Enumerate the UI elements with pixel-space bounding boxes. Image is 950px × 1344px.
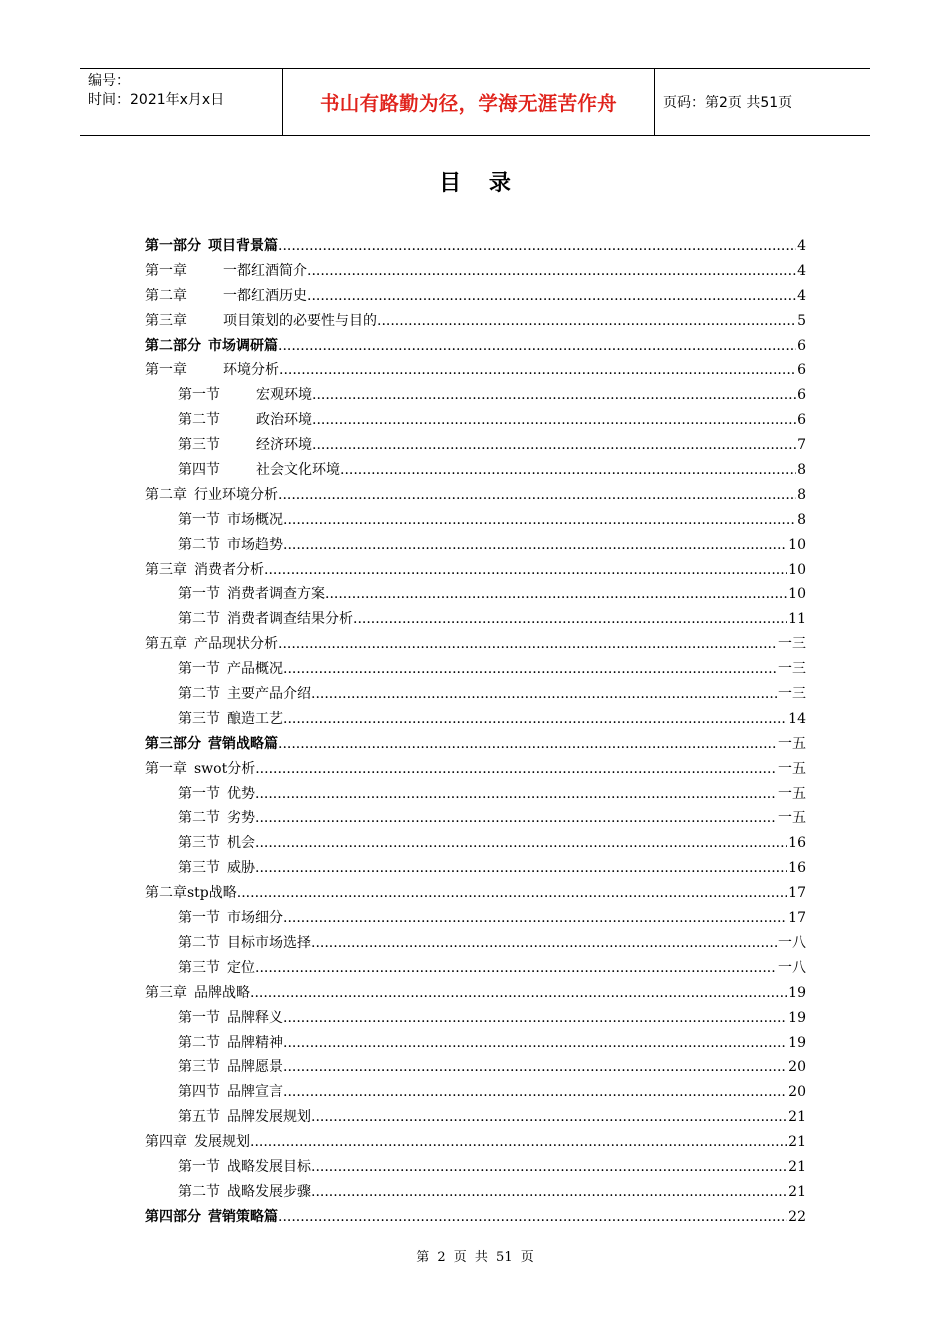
toc-entry[interactable]: [145, 1031, 806, 1056]
toc-leader-dots: [307, 259, 796, 284]
toc-leader-dots: [278, 334, 796, 359]
toc-entry-title: 战略发展目标: [227, 1158, 311, 1175]
header-page-info: 页码：第2页 共51页: [663, 95, 793, 111]
toc-entry-number: 第二章: [145, 885, 187, 902]
toc-entry-number: 第三节: [178, 1059, 220, 1076]
toc-entry-number: 第二节: [178, 686, 220, 703]
toc-entry[interactable]: [145, 309, 806, 334]
toc-leader-dots: [311, 1155, 787, 1180]
toc-entry-page: 10: [788, 586, 806, 603]
toc-entry[interactable]: [145, 956, 806, 981]
toc-leader-dots: [283, 1055, 787, 1080]
toc-entry-number: 第五章: [145, 636, 187, 653]
toc-entry-page: 17: [788, 885, 806, 902]
toc-entry[interactable]: [145, 1205, 806, 1230]
toc-leader-dots: [283, 1006, 787, 1031]
toc-entry-title: 市场概况: [227, 511, 283, 528]
toc-entry-page: 20: [788, 1059, 806, 1076]
toc-entry-page: 一三: [778, 661, 806, 678]
toc-entry-page: 一三: [778, 636, 806, 653]
toc-leader-dots: [278, 632, 777, 657]
toc-entry-number: 第一节: [178, 387, 220, 404]
toc-leader-dots: [283, 1080, 787, 1105]
toc-entry-page: 8: [797, 511, 806, 528]
toc-entry-number: 第一节: [178, 910, 220, 927]
toc-entry[interactable]: [145, 558, 806, 583]
toc-leader-dots: [283, 533, 787, 558]
toc-entry[interactable]: [145, 632, 806, 657]
toc-entry[interactable]: [145, 284, 806, 309]
toc-entry-title: 环境分析: [223, 362, 279, 379]
toc-entry-title: 主要产品介绍: [227, 686, 311, 703]
toc-entry[interactable]: [145, 782, 806, 807]
toc-leader-dots: [278, 1205, 787, 1230]
toc-leader-dots: [312, 408, 796, 433]
toc-entry-title: 战略发展步骤: [227, 1183, 311, 1200]
toc-leader-dots: [255, 806, 777, 831]
toc-title: 目 录: [439, 171, 521, 196]
toc-entry-number: 第四部分: [145, 1208, 201, 1225]
toc-entry[interactable]: [145, 931, 806, 956]
toc-entry-title: 市场趋势: [227, 536, 283, 553]
toc-entry-title: 市场调研篇: [208, 337, 278, 354]
toc-entry-page: 4: [797, 262, 806, 279]
toc-leader-dots: [278, 483, 796, 508]
toc-entry[interactable]: [145, 906, 806, 931]
toc-entry-title: swot分析: [194, 760, 256, 777]
toc-entry-title: 劣势: [227, 810, 255, 827]
toc-leader-dots: [311, 682, 777, 707]
toc-entry-number: 第三节: [178, 959, 220, 976]
toc-entry-number: 第二节: [178, 412, 220, 429]
toc-leader-dots: [325, 582, 787, 607]
toc-leader-dots: [264, 558, 787, 583]
toc-entry-title: 机会: [227, 835, 255, 852]
toc-entry-title: 消费者调查结果分析: [227, 611, 353, 628]
toc-entry[interactable]: [145, 408, 806, 433]
toc-entry-page: 19: [788, 1009, 806, 1026]
toc-entry-page: 一五: [778, 785, 806, 802]
toc-entry-page: 5: [797, 312, 806, 329]
toc-entry[interactable]: [145, 334, 806, 359]
toc-leader-dots: [255, 831, 787, 856]
toc-entry[interactable]: [145, 259, 806, 284]
toc-entry[interactable]: [145, 881, 806, 906]
toc-entry-title: 项目策划的必要性与目的: [223, 312, 377, 329]
toc-entry-number: 第三节: [178, 835, 220, 852]
toc-leader-dots: [255, 956, 777, 981]
header-meta: [80, 69, 282, 135]
toc-entry-title: 定位: [227, 959, 255, 976]
toc-entry-page: 一五: [778, 760, 806, 777]
toc-entry-title: 发展规划: [194, 1134, 250, 1151]
toc-entry-number: 第一节: [178, 511, 220, 528]
toc-leader-dots: [255, 782, 777, 807]
toc-entry[interactable]: [145, 981, 806, 1006]
toc-entry-title: 社会文化环境: [256, 462, 340, 479]
toc-entry[interactable]: [145, 831, 806, 856]
toc-entry-number: 第五节: [178, 1109, 220, 1126]
toc-entry-number: 第一节: [178, 1009, 220, 1026]
toc-entry[interactable]: [145, 1155, 806, 1180]
toc-leader-dots: [278, 732, 777, 757]
toc-entry-page: 8: [797, 486, 806, 503]
toc-entry-page: 7: [797, 437, 806, 454]
toc-entry-page: 6: [797, 337, 806, 354]
toc-entry-page: 一三: [778, 686, 806, 703]
toc-entry-page: 19: [788, 1034, 806, 1051]
toc-entry-title: 项目背景篇: [208, 238, 278, 254]
toc-entry-number: 第一节: [178, 785, 220, 802]
toc-entry-title: 品牌宣言: [227, 1084, 283, 1101]
toc-entry-page: 4: [797, 238, 806, 254]
toc-entry-title: 经济环境: [256, 437, 312, 454]
toc-entry-number: 第三节: [178, 710, 220, 727]
toc-entry-page: 6: [797, 362, 806, 379]
toc-entry-number: 第二章: [145, 287, 187, 304]
toc-entry-page: 一八: [778, 959, 806, 976]
toc-entry-page: 21: [788, 1158, 806, 1175]
toc-entry[interactable]: [145, 508, 806, 533]
toc-entry-page: 10: [788, 536, 806, 553]
toc-entry[interactable]: [145, 533, 806, 558]
toc-entry[interactable]: [145, 433, 806, 458]
toc-entry-number: 第三节: [178, 860, 220, 877]
toc-entry[interactable]: [145, 582, 806, 607]
toc-entry[interactable]: [145, 1130, 806, 1155]
toc-entry-page: 17: [788, 910, 806, 927]
toc-leader-dots: [311, 931, 777, 956]
toc-entry[interactable]: [145, 383, 806, 408]
toc-entry-number: 第四章: [145, 1134, 187, 1151]
toc-entry[interactable]: [145, 607, 806, 632]
toc-entry-number: 第一部分: [145, 238, 201, 254]
header-number-label: 编号：: [88, 73, 130, 89]
toc-entry-title: 品牌愿景: [227, 1059, 283, 1076]
toc-entry-title: 一都红酒历史: [223, 287, 307, 304]
toc-entry-number: 第四节: [178, 462, 220, 479]
toc-leader-dots: [307, 284, 796, 309]
toc-entry-page: 22: [788, 1208, 806, 1225]
toc-entry[interactable]: [145, 1055, 806, 1080]
toc-leader-dots: [312, 433, 796, 458]
toc-entry-number: 第二节: [178, 934, 220, 951]
toc-entry-page: 19: [788, 984, 806, 1001]
toc-entry-title: 酿造工艺: [227, 710, 283, 727]
toc-entry-page: 14: [788, 710, 806, 727]
toc-leader-dots: [312, 383, 796, 408]
toc-entry-number: 第二节: [178, 1183, 220, 1200]
toc-entry-number: 第一节: [178, 661, 220, 678]
toc-entry-title: 政治环境: [256, 412, 312, 429]
toc-entry[interactable]: [145, 856, 806, 881]
toc-leader-dots: [283, 707, 787, 732]
toc-entry-number: 第二部分: [145, 337, 201, 354]
toc-entry-number: 第三节: [178, 437, 220, 454]
toc-leader-dots: [353, 607, 787, 632]
toc-entry-number: 第一节: [178, 1158, 220, 1175]
toc-entry-page: 21: [788, 1109, 806, 1126]
toc-entry-title: 消费者分析: [194, 561, 264, 578]
toc-leader-dots: [279, 358, 796, 383]
header-date: 时间：2021年x月x日: [88, 92, 225, 108]
page-footer: 第 2 页 共 51 页: [416, 1250, 534, 1265]
toc-entry[interactable]: [145, 757, 806, 782]
toc-entry[interactable]: [145, 234, 806, 259]
toc-entry-page: 6: [797, 387, 806, 404]
toc-leader-dots: [340, 458, 796, 483]
toc-entry-page: 一五: [778, 735, 806, 752]
toc-leader-dots: [311, 1180, 787, 1205]
toc-entry-title: 优势: [227, 785, 255, 802]
toc-leader-dots: [283, 657, 777, 682]
toc-entry-page: 8: [797, 462, 806, 479]
toc-entry[interactable]: [145, 707, 806, 732]
toc-entry-number: 第二节: [178, 611, 220, 628]
toc-leader-dots: [255, 856, 787, 881]
toc-entry[interactable]: [145, 682, 806, 707]
toc-entry-number: 第二节: [178, 1034, 220, 1051]
toc-entry-page: 6: [797, 412, 806, 429]
toc-entry-title: 产品现状分析: [194, 636, 278, 653]
toc-entry-title: 宏观环境: [256, 387, 312, 404]
toc-entry-number: 第一节: [178, 586, 220, 603]
toc-leader-dots: [283, 1031, 787, 1056]
toc-entry-page: 16: [788, 835, 806, 852]
toc-entry-title: stp战略: [187, 885, 237, 902]
toc-entry-title: 品牌精神: [227, 1034, 283, 1051]
toc-entry-page: 20: [788, 1084, 806, 1101]
toc-entry-title: 消费者调查方案: [227, 586, 325, 603]
toc-entry-page: 4: [797, 287, 806, 304]
toc-entry-page: 一八: [778, 934, 806, 951]
toc-leader-dots: [283, 906, 787, 931]
table-of-contents: [145, 234, 806, 1230]
toc-entry-title: 行业环境分析: [194, 486, 278, 503]
toc-entry[interactable]: [145, 458, 806, 483]
toc-entry[interactable]: [145, 483, 806, 508]
header-motto: 书山有路勤为径，学海无涯苦作舟: [282, 69, 655, 135]
toc-entry-page: 11: [788, 611, 806, 628]
toc-entry-number: 第四节: [178, 1084, 220, 1101]
toc-entry-number: 第二节: [178, 536, 220, 553]
toc-entry-number: 第一章: [145, 760, 187, 777]
toc-entry-title: 营销战略篇: [208, 735, 278, 752]
toc-entry[interactable]: [145, 1180, 806, 1205]
toc-entry-title: 品牌发展规划: [227, 1109, 311, 1126]
toc-entry-number: 第一章: [145, 362, 187, 379]
toc-entry-page: 16: [788, 860, 806, 877]
toc-entry-title: 威胁: [227, 860, 255, 877]
toc-entry[interactable]: [145, 1105, 806, 1130]
toc-entry-number: 第二章: [145, 486, 187, 503]
toc-entry-number: 第三部分: [145, 735, 201, 752]
toc-leader-dots: [377, 309, 796, 334]
toc-entry-title: 目标市场选择: [227, 934, 311, 951]
toc-entry-title: 品牌释义: [227, 1009, 283, 1026]
toc-entry-page: 10: [788, 561, 806, 578]
toc-entry-page: 21: [788, 1134, 806, 1151]
page-header: [80, 68, 870, 136]
toc-entry-number: 第三章: [145, 312, 187, 329]
toc-entry-title: 产品概况: [227, 661, 283, 678]
toc-entry-number: 第三章: [145, 561, 187, 578]
toc-entry-number: 第三章: [145, 984, 187, 1001]
toc-entry[interactable]: [145, 1080, 806, 1105]
toc-leader-dots: [311, 1105, 787, 1130]
toc-entry-page: 一五: [778, 810, 806, 827]
toc-entry-title: 市场细分: [227, 910, 283, 927]
toc-entry[interactable]: [145, 657, 806, 682]
toc-leader-dots: [250, 981, 787, 1006]
toc-leader-dots: [283, 508, 796, 533]
toc-leader-dots: [255, 757, 777, 782]
toc-entry-number: 第一章: [145, 262, 187, 279]
toc-leader-dots: [237, 881, 787, 906]
toc-leader-dots: [278, 234, 796, 259]
toc-entry[interactable]: [145, 1006, 806, 1031]
toc-entry-number: 第二节: [178, 810, 220, 827]
toc-entry-title: 一都红酒简介: [223, 262, 307, 279]
toc-entry-page: 21: [788, 1183, 806, 1200]
toc-entry[interactable]: [145, 358, 806, 383]
toc-leader-dots: [250, 1130, 787, 1155]
toc-entry-title: 营销策略篇: [208, 1208, 278, 1225]
toc-entry[interactable]: [145, 806, 806, 831]
toc-entry-title: 品牌战略: [194, 984, 250, 1001]
toc-entry[interactable]: [145, 732, 806, 757]
